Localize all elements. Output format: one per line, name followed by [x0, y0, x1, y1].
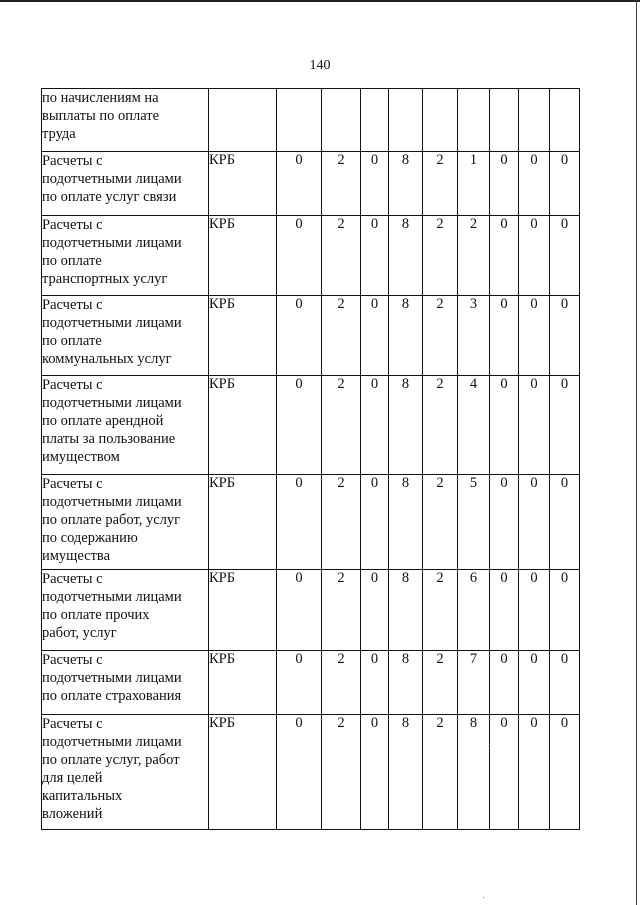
- account-digit-cell: [519, 152, 550, 216]
- account-digit-cell: [361, 376, 389, 475]
- account-digit: 2: [436, 152, 444, 168]
- budget-code: КРБ: [209, 216, 236, 232]
- account-digit: 8: [401, 570, 410, 586]
- account-digit-cell: [277, 570, 322, 651]
- account-digit-cell: [389, 475, 423, 570]
- account-digit: 2: [337, 651, 345, 667]
- account-digit-cell: [389, 152, 423, 216]
- account-digit: 0: [560, 152, 569, 168]
- account-digit: 2: [436, 376, 444, 392]
- account-digit: 6: [469, 570, 478, 586]
- account-digit: 2: [337, 715, 345, 731]
- account-digit-cell: [519, 376, 550, 475]
- account-name: Расчеты с подотчетными лицами по оплате арендной платы за пользование имуществом: [42, 377, 182, 465]
- account-digit-cell: [361, 216, 389, 296]
- account-digit: 2: [337, 376, 345, 392]
- account-digit-cell: [458, 475, 490, 570]
- account-name: Расчеты с подотчетными лицами по оплате прочих работ, услуг: [42, 571, 182, 641]
- account-digit-cell: [519, 651, 550, 715]
- account-digit-cell: [519, 570, 550, 651]
- account-digit: 0: [370, 475, 379, 491]
- account-digit-cell: [322, 89, 361, 152]
- account-name: Расчеты с подотчетными лицами по оплате коммунальных услуг: [42, 297, 182, 367]
- table-row: [42, 89, 580, 152]
- account-digit: 5: [469, 475, 478, 491]
- account-digit: 0: [530, 216, 538, 232]
- account-digit-cell: [550, 715, 580, 830]
- account-name-cell: [42, 152, 209, 216]
- account-digit-cell: [550, 651, 580, 715]
- account-digit-cell: [361, 715, 389, 830]
- budget-code: КРБ: [209, 715, 236, 731]
- account-digit-cell: [322, 715, 361, 830]
- account-digit-cell: [389, 715, 423, 830]
- account-name: Расчеты с подотчетными лицами по оплате страхования: [42, 652, 182, 704]
- account-digit-cell: [361, 89, 389, 152]
- table-row: [42, 376, 580, 475]
- account-digit: 2: [436, 216, 444, 232]
- account-digit-cell: [490, 89, 519, 152]
- account-digit-cell: [389, 570, 423, 651]
- account-digit-cell: [519, 715, 550, 830]
- account-digit: 2: [469, 216, 478, 232]
- account-digit: 0: [295, 570, 303, 586]
- account-digit: 0: [560, 570, 569, 586]
- account-digit: 0: [370, 216, 379, 232]
- account-digit: 0: [530, 296, 538, 312]
- account-digit: 0: [530, 715, 538, 731]
- account-digit: 0: [560, 475, 569, 491]
- budget-code: КРБ: [209, 475, 236, 491]
- account-digit: 0: [560, 376, 569, 392]
- account-digit: 0: [295, 296, 303, 312]
- account-digit: 0: [530, 152, 538, 168]
- table-row: [42, 216, 580, 296]
- account-digit: 2: [436, 651, 444, 667]
- account-digit: 0: [295, 475, 303, 491]
- account-digit: 0: [500, 296, 508, 312]
- account-name-cell: [42, 715, 209, 830]
- account-digit-cell: [389, 296, 423, 376]
- page-number: 140: [309, 58, 331, 73]
- account-digit-cell: [277, 475, 322, 570]
- budget-code: КРБ: [209, 651, 236, 667]
- table-row: [42, 296, 580, 376]
- budget-code-cell: [209, 89, 277, 152]
- account-digit: 8: [401, 475, 410, 491]
- account-digit: 0: [530, 570, 538, 586]
- budget-code-cell: [209, 376, 277, 475]
- account-digit: 0: [370, 152, 379, 168]
- account-digit: 0: [370, 376, 379, 392]
- account-digit: 2: [436, 570, 444, 586]
- table-row: [42, 152, 580, 216]
- budget-code-cell: [209, 570, 277, 651]
- account-digit-cell: [322, 376, 361, 475]
- account-digit-cell: [458, 376, 490, 475]
- budget-code: КРБ: [209, 152, 236, 168]
- account-digit-cell: [550, 376, 580, 475]
- scan-speck: [483, 897, 484, 898]
- account-digit: 8: [401, 216, 410, 232]
- account-digit: 8: [401, 651, 410, 667]
- account-digit-cell: [277, 216, 322, 296]
- account-digit: 0: [560, 296, 569, 312]
- account-digit-cell: [423, 216, 458, 296]
- account-digit-cell: [458, 89, 490, 152]
- account-name: по начислениям на выплаты по оплате труда: [42, 90, 160, 142]
- budget-code-cell: [209, 296, 277, 376]
- account-digit-cell: [389, 651, 423, 715]
- account-digit-cell: [519, 216, 550, 296]
- account-name-cell: [42, 216, 209, 296]
- budget-code-cell: [209, 715, 277, 830]
- account-digit: 0: [560, 651, 569, 667]
- account-digit-cell: [458, 715, 490, 830]
- account-digit-cell: [277, 296, 322, 376]
- account-digit-cell: [361, 570, 389, 651]
- account-digit: 0: [500, 651, 508, 667]
- account-digit-cell: [361, 152, 389, 216]
- account-digit-cell: [490, 152, 519, 216]
- account-digit-cell: [277, 376, 322, 475]
- account-digit: 1: [469, 152, 478, 168]
- account-digit: 2: [337, 152, 345, 168]
- account-digit: 8: [401, 715, 410, 731]
- account-digit: 0: [500, 152, 508, 168]
- account-digit-cell: [322, 651, 361, 715]
- account-digit: 8: [469, 715, 478, 731]
- account-digit: 8: [401, 296, 410, 312]
- account-digit: 7: [469, 651, 478, 667]
- account-name: Расчеты с подотчетными лицами по оплате транспортных услуг: [42, 217, 182, 287]
- account-digit: 2: [436, 715, 444, 731]
- account-digit-cell: [361, 475, 389, 570]
- account-digit: 0: [500, 475, 508, 491]
- account-digit-cell: [490, 216, 519, 296]
- account-digit: 0: [295, 376, 303, 392]
- account-digit: 0: [500, 570, 508, 586]
- account-digit-cell: [490, 475, 519, 570]
- account-digit: 8: [401, 152, 410, 168]
- account-digit-cell: [550, 570, 580, 651]
- table-row: [42, 715, 580, 830]
- account-digit-cell: [423, 152, 458, 216]
- account-digit-cell: [423, 570, 458, 651]
- account-digit: 0: [295, 715, 303, 731]
- page-top-border: [0, 0, 640, 2]
- account-digit: 0: [530, 376, 538, 392]
- account-digit-cell: [550, 296, 580, 376]
- account-digit-cell: [519, 296, 550, 376]
- account-digit-cell: [322, 216, 361, 296]
- account-digit: 0: [530, 651, 538, 667]
- account-digit-cell: [550, 89, 580, 152]
- account-digit-cell: [322, 296, 361, 376]
- account-digit-cell: [322, 570, 361, 651]
- account-digit: 0: [500, 376, 508, 392]
- budget-code: КРБ: [209, 376, 236, 392]
- account-digit-cell: [550, 216, 580, 296]
- account-digit: 0: [370, 715, 379, 731]
- account-digit: 0: [370, 651, 379, 667]
- account-digit-cell: [490, 570, 519, 651]
- account-digit-cell: [458, 570, 490, 651]
- account-digit-cell: [458, 152, 490, 216]
- account-digit: 2: [436, 296, 444, 312]
- budget-code-cell: [209, 475, 277, 570]
- account-digit-cell: [458, 216, 490, 296]
- account-digit-cell: [423, 475, 458, 570]
- budget-code: КРБ: [209, 296, 236, 312]
- account-digit-cell: [322, 475, 361, 570]
- account-digit-cell: [277, 651, 322, 715]
- account-name-cell: [42, 376, 209, 475]
- account-digit: 0: [500, 216, 508, 232]
- account-digit-cell: [277, 152, 322, 216]
- account-digit: 2: [337, 296, 345, 312]
- account-digit: 0: [560, 715, 569, 731]
- account-digit-cell: [519, 475, 550, 570]
- account-digit: 2: [337, 216, 345, 232]
- account-name-cell: [42, 570, 209, 651]
- page-right-border: [636, 0, 637, 905]
- account-digit: 2: [337, 570, 345, 586]
- account-digit-cell: [322, 152, 361, 216]
- account-name: Расчеты с подотчетными лицами по оплате работ, услуг по содержанию имущества: [42, 476, 182, 564]
- account-digit: 2: [337, 475, 345, 491]
- scan-speck: [489, 744, 490, 745]
- account-digit-cell: [277, 89, 322, 152]
- account-digit: 8: [401, 376, 410, 392]
- account-digit-cell: [423, 89, 458, 152]
- table-row: [42, 475, 580, 570]
- account-digit: 0: [295, 216, 303, 232]
- account-digit-cell: [423, 376, 458, 475]
- account-digit-cell: [423, 651, 458, 715]
- account-digit-cell: [519, 89, 550, 152]
- account-digit: 0: [295, 152, 303, 168]
- table-body: [42, 89, 580, 830]
- account-digit-cell: [389, 216, 423, 296]
- account-digit-cell: [490, 651, 519, 715]
- account-digit-cell: [458, 651, 490, 715]
- account-digit-cell: [389, 89, 423, 152]
- account-digit: 4: [469, 376, 478, 392]
- budget-code-cell: [209, 152, 277, 216]
- budget-code: КРБ: [209, 570, 236, 586]
- account-digit-cell: [361, 651, 389, 715]
- budget-code-cell: [209, 216, 277, 296]
- account-digit-cell: [361, 296, 389, 376]
- account-digit-cell: [490, 296, 519, 376]
- account-digit: 0: [370, 570, 379, 586]
- account-digit: 0: [500, 715, 508, 731]
- account-digit-cell: [490, 376, 519, 475]
- account-name-cell: [42, 296, 209, 376]
- table-row: [42, 651, 580, 715]
- table-row: [42, 570, 580, 651]
- account-name: Расчеты с подотчетными лицами по оплате услуг связи: [42, 153, 182, 205]
- account-name-cell: [42, 651, 209, 715]
- account-digit: 0: [560, 216, 569, 232]
- account-digit-cell: [458, 296, 490, 376]
- budget-code-cell: [209, 651, 277, 715]
- account-digit-cell: [423, 296, 458, 376]
- account-digit: 0: [370, 296, 379, 312]
- account-name-cell: [42, 89, 209, 152]
- account-digit-cell: [277, 715, 322, 830]
- account-digit: 3: [469, 296, 478, 312]
- account-digit-cell: [423, 715, 458, 830]
- account-digit: 0: [530, 475, 538, 491]
- account-digit-cell: [550, 475, 580, 570]
- accounts-table: [41, 88, 580, 830]
- account-digit: 2: [436, 475, 444, 491]
- account-digit: 0: [295, 651, 303, 667]
- account-name-cell: [42, 475, 209, 570]
- account-digit-cell: [389, 376, 423, 475]
- account-digit-cell: [490, 715, 519, 830]
- account-name: Расчеты с подотчетными лицами по оплате услуг, работ для целей капитальных вложений: [42, 716, 182, 822]
- account-digit-cell: [550, 152, 580, 216]
